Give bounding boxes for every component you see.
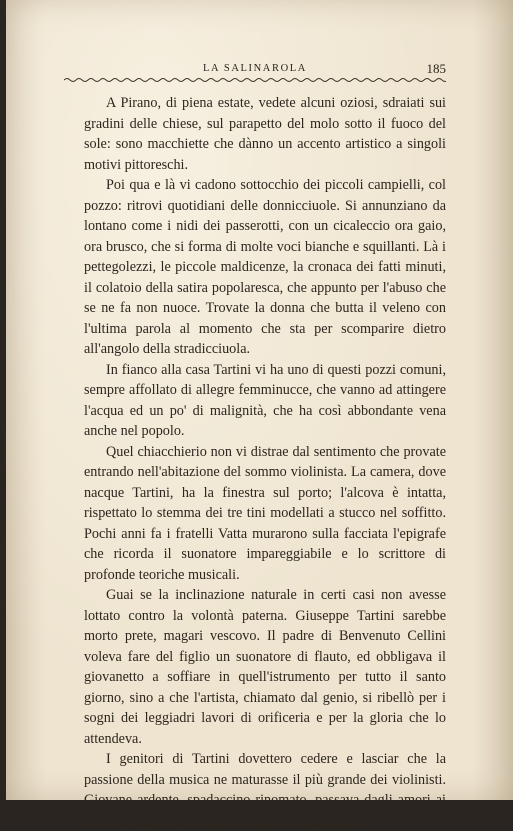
- paragraph: Poi qua e là vi cadono sottocchio dei piccoli campielli, col pozzo: ritrovi quotidiani delle donnicciuole. Si annunziano da lontano come i nidi dei passerotti, con un cicaleccio ora gaio, ora brusco, che si forma di molte voci bianche e squillanti. Là i pettegolezzi, le piccole maldicenze, la cronaca dei fatti minuti, il colatoio della satira popolaresca, che appunto per l'abuso che se ne fa non nuoce. Trovate la donna che butta il veleno con l'ultima parola al momento che sta per scomparire dietro all'angolo della stradicciuola.: [84, 177, 446, 357]
- running-title: LA SALINAROLA: [203, 63, 307, 74]
- paragraph: Guai se la inclinazione naturale in certi casi non avesse lottato contro la volontà paterna. Giuseppe Tartini sarebbe morto prete, magari vescovo. Il padre di Benvenuto Cellini voleva fare del figlio un suonatore di flauto, ed obbligava il giovanetto a soffiare in quell'istrumento per tutto il santo giorno, sino a che l'artista, chiamato dal genio, si ribellò per i sogni dei leggiadri lavori di orificeria e per la gloria che lo attendeva.: [84, 587, 446, 747]
- paragraph: A Pirano, di piena estate, vedete alcuni oziosi, sdraiati sui gradini delle chiese, sul parapetto del molo sotto il fuoco del sole: sono macchiette che dànno un accento artistico a singoli motivi pittoreschi.: [84, 95, 446, 173]
- paragraph: Quel chiacchierio non vi distrae dal sentimento che provate entrando nell'abitazione del sommo violinista. La camera, dove nacque Tartini, ha la finestra sul porto; l'alcova è intatta, rispettato lo stemma dei tre tini modellati a stucco nel soffitto. Pochi anni fa i fratelli Vatta murarono sulla facciata l'epigrafe che ricorda il suonatore impareggiabile e lo scrittore di profonde teoriche musicali.: [84, 443, 446, 583]
- ornamental-rule: [64, 76, 446, 84]
- paragraph: I genitori di Tartini dovettero cedere e lasciar che la passione della musica ne maturasse il più grande dei violinisti. Giovane ardente, spadaccino rinomato, passava dagli amori ai duelli, trasportato dal turbine della vita parigina.: [84, 751, 446, 829]
- book-page: [6, 0, 513, 829]
- page-number: 185: [426, 61, 446, 76]
- paragraph: In fianco alla casa Tartini vi ha uno di questi pozzi comuni, sempre affollato di allegre femminucce, che vanno ad attingere l'acqua ed un po' di malignità, che ha così abbondante vena anche nel popolo.: [84, 361, 446, 439]
- body-text: [84, 93, 446, 831]
